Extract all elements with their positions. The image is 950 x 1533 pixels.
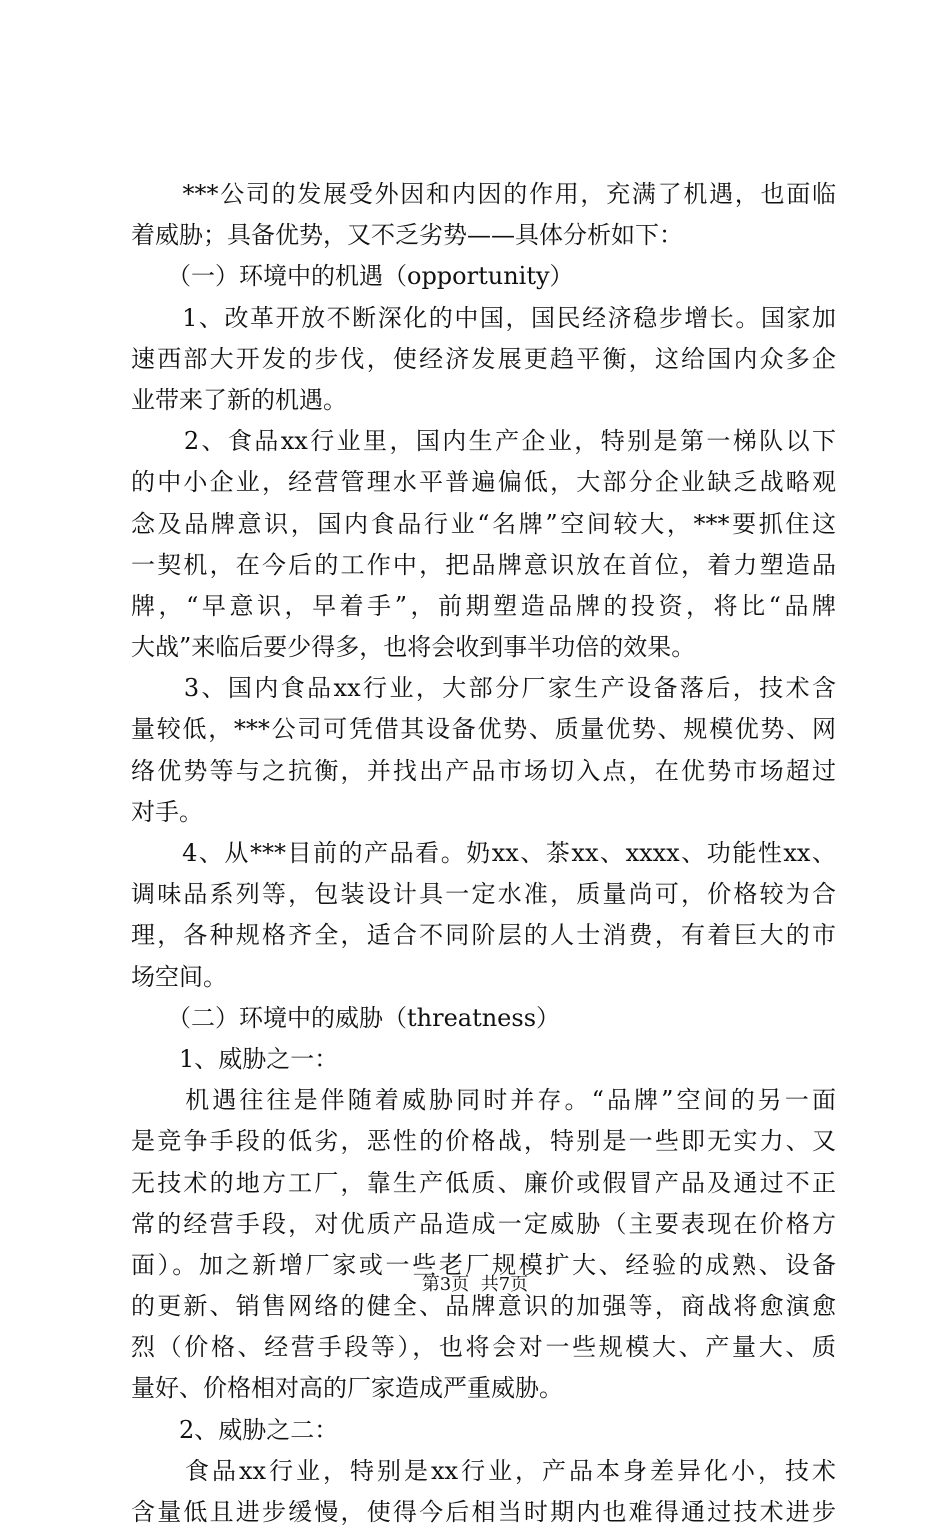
text-line: 食品xx行业，特别是xx行业，产品本身差异化小，技术 [131, 1456, 836, 1485]
text-line: 着威胁；具备优势，又不乏劣势——具体分析如下： [131, 221, 683, 250]
text-line: 念及品牌意识，国内食品行业“名牌”空间较大，***要抓住这 [131, 509, 836, 538]
text-line: 1、改革开放不断深化的中国，国民经济稳步增长。国家加 [131, 303, 836, 332]
text-line: 4、从***目前的产品看。奶xx、茶xx、xxxx、功能性xx、 [131, 839, 836, 867]
text-line: （二）环境中的威胁（threatness） [131, 1003, 561, 1032]
text-line: 量好、价格相对高的厂家造成严重威胁。 [131, 1374, 563, 1403]
text-line: 3、国内食品xx行业，大部分厂家生产设备落后，技术含 [131, 674, 836, 703]
text-line: 无技术的地方工厂，靠生产低质、廉价或假冒产品及通过不正 [131, 1168, 836, 1197]
text-line: ***公司的发展受外因和内因的作用，充满了机遇，也面临 [131, 180, 836, 208]
text-line: 烈（价格、经营手段等），也将会对一些规模大、产量大、质 [131, 1333, 836, 1362]
text-line: 2、食品xx行业里，国内生产企业，特别是第一梯队以下 [131, 427, 836, 456]
text-line: （一）环境中的机遇（opportunity） [131, 262, 574, 291]
text-line: 一契机，在今后的工作中，把品牌意识放在首位，着力塑造品 [131, 550, 836, 579]
text-line: 的中小企业，经营管理水平普遍偏低，大部分企业缺乏战略观 [131, 468, 836, 497]
text-line: 2、威胁之二： [131, 1415, 339, 1444]
text-line: 常的经营手段，对优质产品造成一定威胁（主要表现在价格方 [131, 1209, 836, 1238]
text-line: 对手。 [131, 797, 203, 826]
text-line: 牌，“早意识，早着手”，前期塑造品牌的投资，将比“品牌 [131, 591, 836, 620]
page-footer: 第3页 共7页 [421, 1274, 529, 1295]
text-line: 1、威胁之一： [131, 1044, 339, 1073]
text-line: 面）。加之新增厂家或一些老厂规模扩大、经验的成熟、设备 [131, 1250, 836, 1279]
text-line: 含量低且进步缓慢，使得今后相当时期内也难得通过技术进步 [131, 1498, 836, 1526]
text-line: 是竞争手段的低劣，恶性的价格战，特别是一些即无实力、又 [131, 1127, 836, 1156]
text-line: 理，各种规格齐全，适合不同阶层的人士消费，有着巨大的市 [131, 921, 836, 950]
document-body [131, 174, 836, 1533]
text-line: 机遇往往是伴随着威胁同时并存。“品牌”空间的另一面 [131, 1086, 836, 1115]
text-line: 速西部大开发的步伐，使经济发展更趋平衡，这给国内众多企 [131, 344, 836, 373]
text-line: 业带来了新的机遇。 [131, 385, 347, 414]
text-line: 量较低，***公司可凭借其设备优势、质量优势、规模优势、网 [131, 715, 836, 744]
text-line: 的更新、销售网络的健全、品牌意识的加强等，商战将愈演愈 [131, 1292, 836, 1321]
text-line: 络优势等与之抗衡，并找出产品市场切入点，在优势市场超过 [131, 756, 836, 785]
text-line: 大战”来临后要少得多，也将会收到事半功倍的效果。 [131, 633, 696, 662]
text-line: 调味品系列等，包装设计具一定水准，质量尚可，价格较为合 [131, 880, 836, 909]
text-line: 场空间。 [131, 962, 227, 991]
